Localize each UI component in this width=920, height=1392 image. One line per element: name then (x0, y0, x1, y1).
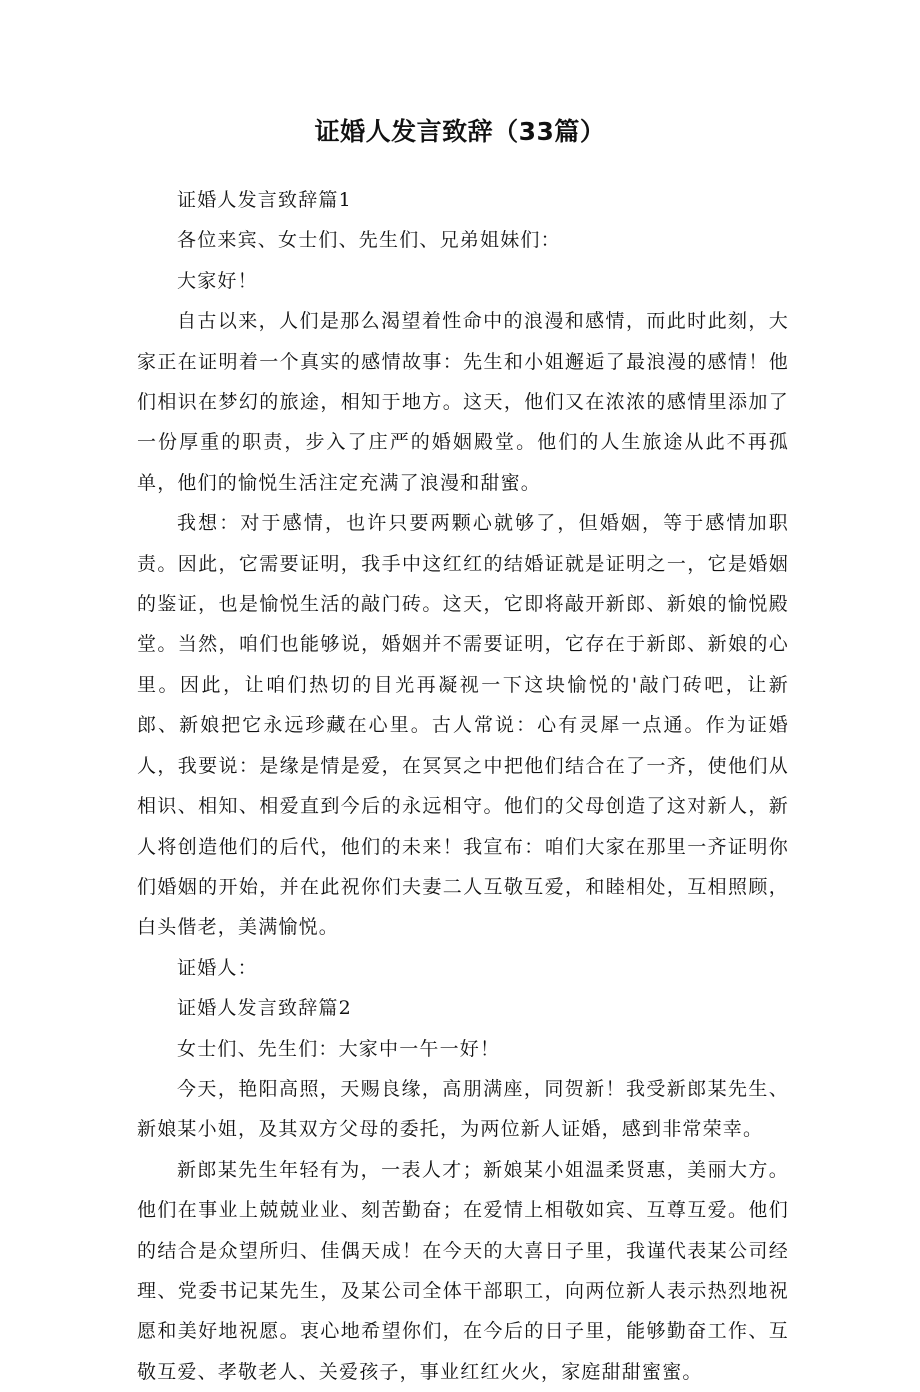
salutation: 女士们、先生们：大家中一午一好！ (177, 1037, 501, 1060)
document-body (137, 180, 789, 1392)
body-paragraph: 我想：对于感情，也许只要两颗心就够了，但婚姻，等于感情加职责。因此，它需要证明，我手中这红红的结婚证就是证明之一，它是婚姻的鉴证，也是愉悦生活的敲门砖。这天，它即将敲开新郎、新娘的愉悦殿堂。当然，咱们也能够说，婚姻并不需要证明，它存在于新郎、新娘的心里。因此，让咱们热切的目光再凝视一下这块愉悦的'敲门砖吧，让新郎、新娘把它永远珍藏在心里。古人常说：心有灵犀一点通。作为证婚人，我要说：是缘是情是爱，在冥冥之中把他们结合在了一齐，使他们从相识、相知、相爱直到今后的永远相守。他们的父母创造了这对新人，新人将创造他们的后代，他们的未来！我宣布：咱们大家在那里一齐证明你们婚姻的开始，并在此祝你们夫妻二人互敬互爱，和睦相处，互相照顾，白头偕老，美满愉悦。 (137, 512, 789, 939)
section-heading-2: 证婚人发言致辞篇2 (177, 997, 352, 1020)
salutation: 各位来宾、女士们、先生们、兄弟姐妹们： (177, 229, 561, 252)
body-paragraph: 自古以来，人们是那么渴望着性命中的浪漫和感情，而此时此刻，大家正在证明着一个真实的感情故事：先生和小姐邂逅了最浪漫的感情！他们相识在梦幻的旅途，相知于地方。这天，他们又在浓浓的感情里添加了一份厚重的职责，步入了庄严的婚姻殿堂。他们的人生旅途从此不再孤单，他们的愉悦生活注定充满了浪漫和甜蜜。 (137, 310, 789, 494)
signature-line: 证婚人： (177, 956, 258, 979)
body-paragraph: 今天，艳阳高照，天赐良缘，高朋满座，同贺新！我受新郎某先生、新娘某小姐，及其双方父母的委托，为两位新人证婚，感到非常荣幸。 (137, 1077, 789, 1141)
document-title: 证婚人发言致辞（33篇） (314, 117, 606, 146)
body-paragraph: 新郎某先生年轻有为，一表人才；新娘某小姐温柔贤惠，美丽大方。他们在事业上兢兢业业、刻苦勤奋；在爱情上相敬如宾、互尊互爱。他们的结合是众望所归、佳偶天成！在今天的大喜日子里，我谨代表某公司经理、党委书记某先生，及某公司全体干部职工，向两位新人表示热烈地祝愿和美好地祝愿。衷心地希望你们，在今后的日子里，能够勤奋工作、互敬互爱、孝敬老人、关爱孩子，事业红红火火，家庭甜甜蜜蜜。 (137, 1158, 789, 1383)
greeting: 大家好！ (177, 269, 258, 292)
section-heading-1: 证婚人发言致辞篇1 (177, 189, 352, 211)
